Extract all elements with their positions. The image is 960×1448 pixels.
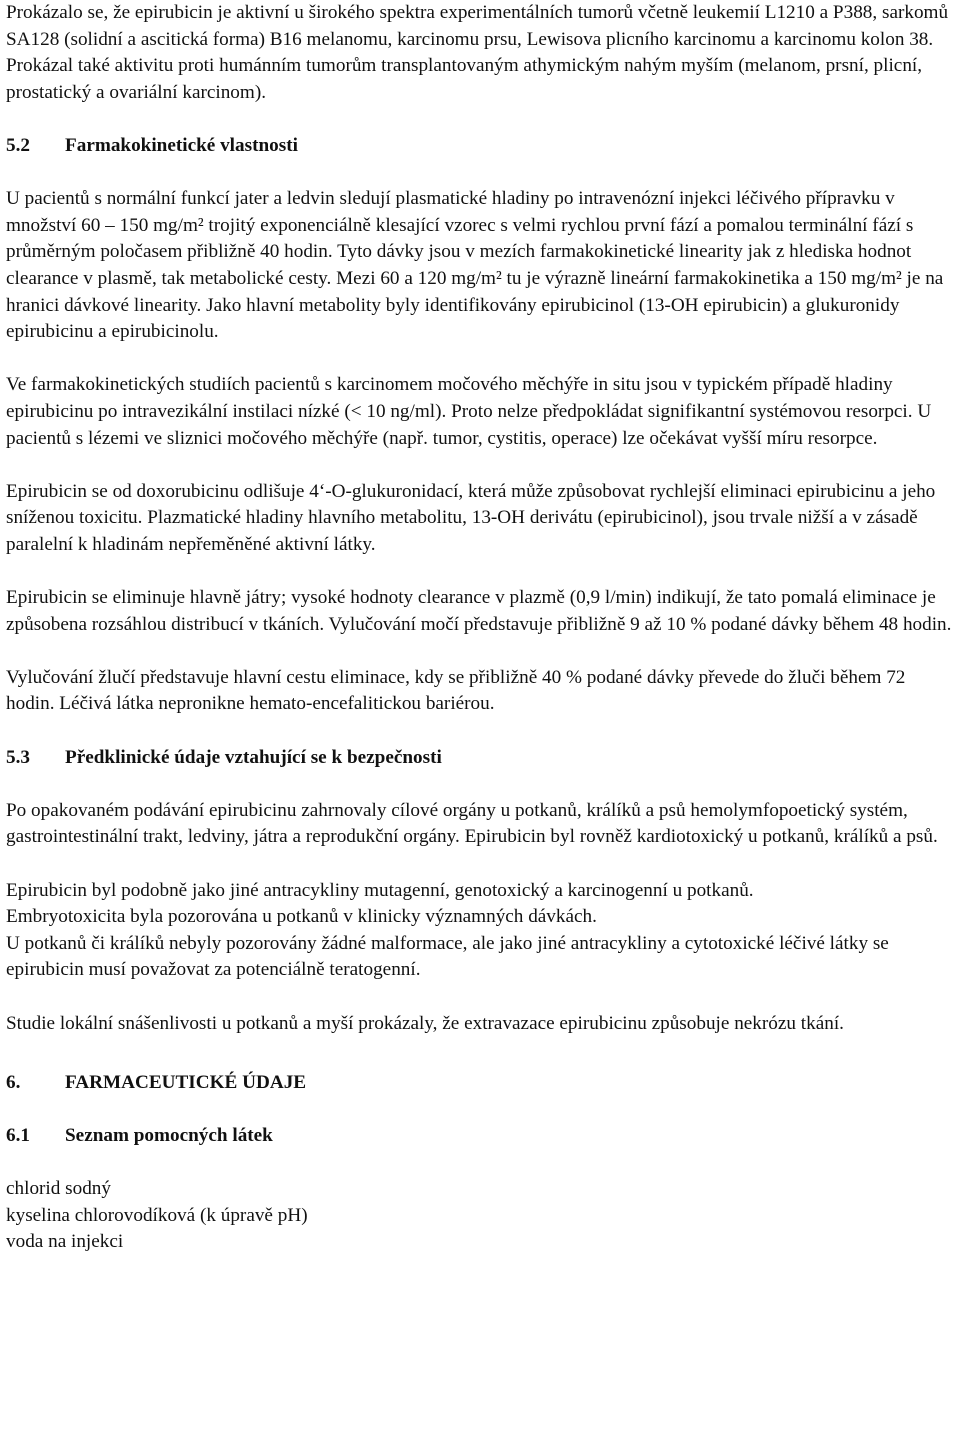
section-heading-5-2	[6, 133, 952, 160]
paragraph-line: Epirubicin byl podobně jako jiné antracykliny mutagenní, genotoxický a karcinogenní u potkanů.	[6, 879, 754, 901]
paragraph: Epirubicin se od doxorubicinu odlišuje 4‘-O-glukuronidací, která může způsobovat rychlejší eliminaci epirubicinu a jeho sníženou toxicitu. Plazmatické hladiny hlavního metabolitu, 13-OH derivátu (epirubicinol), jsou trvale nižší a v zásadě paralelní k hladinám nepřeměněné aktivní látky.	[6, 480, 936, 555]
section-number: 6.	[6, 1071, 21, 1093]
list-item: chlorid sodný	[6, 1178, 111, 1200]
paragraph: Vylučování žlučí představuje hlavní cestu eliminace, kdy se přibližně 40 % podané dávky převede do žluči během 72 hodin. Léčivá látka nepronikne hemato-encefalitickou bariérou.	[6, 666, 906, 715]
paragraph: U pacientů s normální funkcí jater a ledvin sledují plasmatické hladiny po intravenózní injekci léčivého přípravku v množství 60 – 150 mg/m² trojitý exponenciálně klesající vzorec s velmi rychlou první fází a pomalou terminální fází s průměrným poločasem přibližně 40 hodin. Tyto dávky jsou v mezích farmakokinetické linearity jak z hlediska hodnot clearance v plasmě, tak metabolické cesty. Mezi 60 a 120 mg/m² tu je výrazně lineární farmakokinetika a 150 mg/m² je na hranici dávkové linearity. Jako hlavní metabolity byly identifikovány epirubicinol (13-OH epirubicin) a glukuronidy epirubicinu a epirubicinolu.	[6, 188, 944, 343]
section-title: Předklinické údaje vztahující se k bezpečnosti	[65, 746, 442, 768]
paragraph-lines	[6, 878, 952, 984]
section-title: Seznam pomocných látek	[65, 1124, 273, 1146]
section-title: FARMACEUTICKÉ ÚDAJE	[65, 1071, 307, 1093]
section-number: 5.3	[6, 746, 30, 768]
section-heading-6	[6, 1070, 952, 1097]
paragraph: Ve farmakokinetických studiích pacientů s karcinomem močového měchýře in situ jsou v typickém případě hladiny epirubicinu po intravezikální instilaci nízké (< 10 ng/ml). Proto nelze předpokládat signifikantní systémovou resorpci. U pacientů s lézemi ve sliznici močového měchýře (např. tumor, cystitis, operace) lze očekávat vyšší míru resorpce.	[6, 374, 932, 449]
section-number: 6.1	[6, 1124, 30, 1146]
intro-paragraph: Prokázalo se, že epirubicin je aktivní u širokého spektra experimentálních tumorů včetně leukemií L1210 a P388, sarkomů SA128 (solidní a ascitická forma) B16 melanomu, karcinomu prsu, Lewisova plicního karcinomu a karcinomu kolon 38. Prokázal také aktivitu proti humánním tumorům transplantovaným athymickým nahým myším (melanom, prsní, plicní, prostatický a ovariální karcinom).	[6, 2, 949, 103]
paragraph: Po opakovaném podávání epirubicinu zahrnovaly cílové orgány u potkanů, králíků a psů hemolymfopoetický systém, gastrointestinální trakt, ledviny, játra a reprodukční orgány. Epirubicin byl rovněž kardiotoxický u potkanů, králíků a psů.	[6, 799, 938, 848]
list-item: voda na injekci	[6, 1231, 124, 1253]
list-item: kyselina chlorovodíková (k úpravě pH)	[6, 1204, 308, 1226]
section-heading-5-3	[6, 745, 952, 772]
paragraph-line: Embryotoxicita byla pozorována u potkanů v klinicky významných dávkách.	[6, 906, 597, 928]
section-number: 5.2	[6, 134, 30, 156]
paragraph-line: U potkanů či králíků nebyly pozorovány žádné malformace, ale jako jiné antracykliny a cytotoxické léčivé látky se epirubicin musí považovat za potenciálně teratogenní.	[6, 932, 889, 981]
paragraph: Epirubicin se eliminuje hlavně játry; vysoké hodnoty clearance v plazmě (0,9 l/min) indikují, že tato pomalá eliminace je způsobena rozsáhlou distribucí v tkáních. Vylučování močí představuje přibližně 9 až 10 % podané dávky během 48 hodin.	[6, 587, 952, 635]
paragraph: Studie lokální snášenlivosti u potkanů a myší prokázaly, že extravazace epirubicinu způsobuje nekrózu tkání.	[6, 1012, 844, 1034]
excipient-list	[6, 1176, 952, 1256]
section-title: Farmakokinetické vlastnosti	[65, 134, 298, 156]
section-heading-6-1	[6, 1123, 952, 1150]
